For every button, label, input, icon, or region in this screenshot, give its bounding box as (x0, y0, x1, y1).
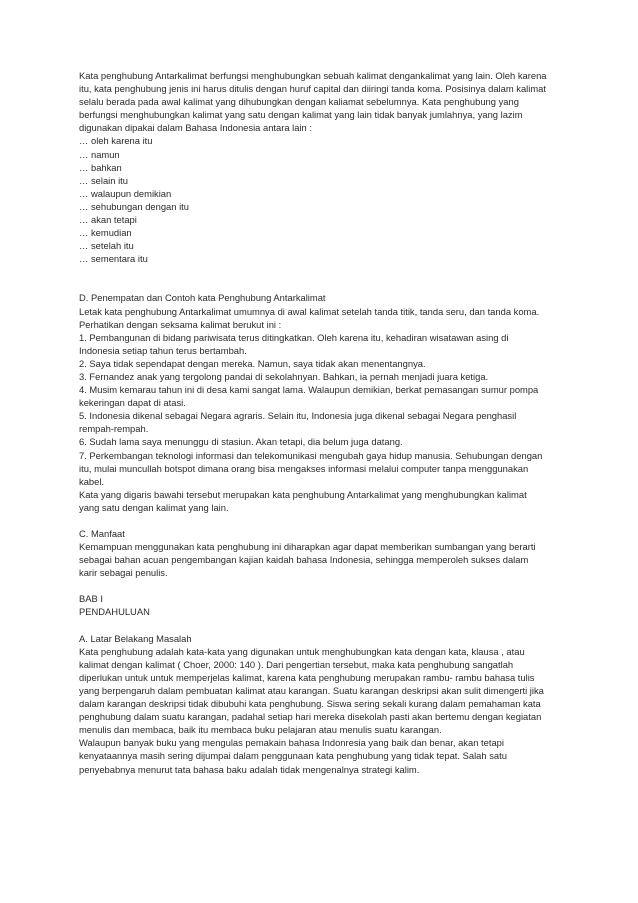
spacer (79, 579, 564, 592)
list-item: … namun (79, 148, 120, 160)
list-item: … akan tetapi (79, 214, 137, 226)
spacer (79, 619, 564, 632)
list-item: … setelah itu (79, 240, 134, 252)
intro-paragraph: Kata penghubung Antarkalimat berfungsi menghubungkan sebuah kalimat dengankalimat yang lain. Oleh karena itu, kata penghubung jenis ini harus ditulis dengan huruf capital dan diiringi tanda koma. Posisinya dalam kalimat selalu berada pada awal kalimat yang dihubungkan dengan kaliamat sebelumnya. Kata penghubung yang berfungsi menghubungkan kalimat yang satu dengan kalimat yang lain tidak banyak jumlahnya, yang lazim digunakan dipakai dalam Bahasa Indonesia antara lain : (79, 70, 547, 134)
list-item: … walaupun demikian (79, 187, 172, 199)
list-item: … sementara itu (79, 253, 148, 265)
document-page (79, 69, 564, 776)
chapter-label: BAB I (79, 593, 103, 605)
spacer (79, 514, 564, 527)
list-item: … sehubungan dengan itu (79, 200, 189, 212)
spacer (79, 265, 564, 291)
list-item: … kemudian (79, 227, 132, 239)
section-a-heading: A. Latar Belakang Masalah (79, 632, 192, 644)
section-d-body: Letak kata penghubung Antarkalimat umumnya di awal kalimat setelah tanda titik, tanda seru, dan tanda koma. Perhatikan dengan seksama kalimat berukut ini : 1. Pembangunan di bidang pariwisata terus ditingkatkan. Oleh karena itu, kehadiran wisatawan asing di Indonesia setiap tahun terus bertambah. 2. Saya tidak sependapat dengan mereka. Namun, saya tidak akan menentangnya. 3. Fernandez anak yang tergolong pandai di sekolahnyan. Bahkan, ia pernah menjadi juara ketiga. 4. Musim kemarau tahun ini di desa kami sangat lama. Walaupun demikian, berkat pemasangan sumur pompa kekeringan dapat di atasi. 5. Indonesia dikenal sebagai Negara agraris. Selain itu, Indonesia juga dikenal sebagai Negara penghasil rempah-rempah. 6. Sudah lama saya menunggu di stasiun. Akan tetapi, dia belum juga datang. 7. Perkembangan teknologi informasi dan telekomunikasi mengubah gaya hidup manusia. Sehubungan dengan itu, mulai muncullah botspot dimana orang bisa mengakses informasi melalui computer tanpa menggunakan kabel. Kata yang digaris bawahi tersebut merupakan kata penghubung Antarkalimat yang menghubungkan kalimat yang satu dengan kalimat yang lain. (79, 305, 543, 513)
section-d-heading: D. Penempatan dan Contoh kata Penghubung Antarkalimat (79, 292, 326, 304)
list-item: … oleh karena itu (79, 135, 153, 147)
list-item: … bahkan (79, 161, 122, 173)
section-c-heading: C. Manfaat (79, 528, 125, 539)
list-item: … selain itu (79, 174, 128, 186)
section-a-body: Kata penghubung adalah kata-kata yang digunakan untuk menghubungkan kata dengan kata, klausa , atau kalimat dengan kalimat ( Choer, 2000: 140 ). Dari pengertian tersebut, maka kata penghubung sangatlah diperlukan untuk untuk memperjelas kalimat, karena kata penghubung merupakan rambu- rambu bahasa tulis yang berpengaruh dalam pembuatan kalimat atau karangan. Suatu karangan deskripsi akan sulit dimengerti jika dalam karangan deskripsi tidak dibubuhi kata penghubung. Siswa sering sekali kurang dalam pemahaman kata penghubung dalam suatu karangan, padahal setiap hari mereka disekolah pasti akan bertemu dengan kegiatan menulis dan membaca, baik itu membaca buku pelajaran atau menulis suatu karangan. Walaupun banyak buku yang mengulas pemakain bahasa Indonresia yang baik dan benar, akan tetapi kenyataannya masih sering dijumpai dalam penggunaan kata penghubung yang tidak tepat. Salah satu penyebabnya menurut tata bahasa baku adalah tidak mengenalnya strategi kalim. (79, 645, 544, 775)
chapter-title: PENDAHULUAN (79, 606, 150, 618)
conjunction-list (79, 134, 564, 265)
section-c-body: Kemampuan menggunakan kata penghubung ini diharapkan agar dapat memberikan sumbangan yang berarti sebagai bahan acuan pengembangan kajian kaidah bahasa Indonesia, sehingga memperoleh sukses dalam karir sebagai penulis. (79, 541, 536, 579)
